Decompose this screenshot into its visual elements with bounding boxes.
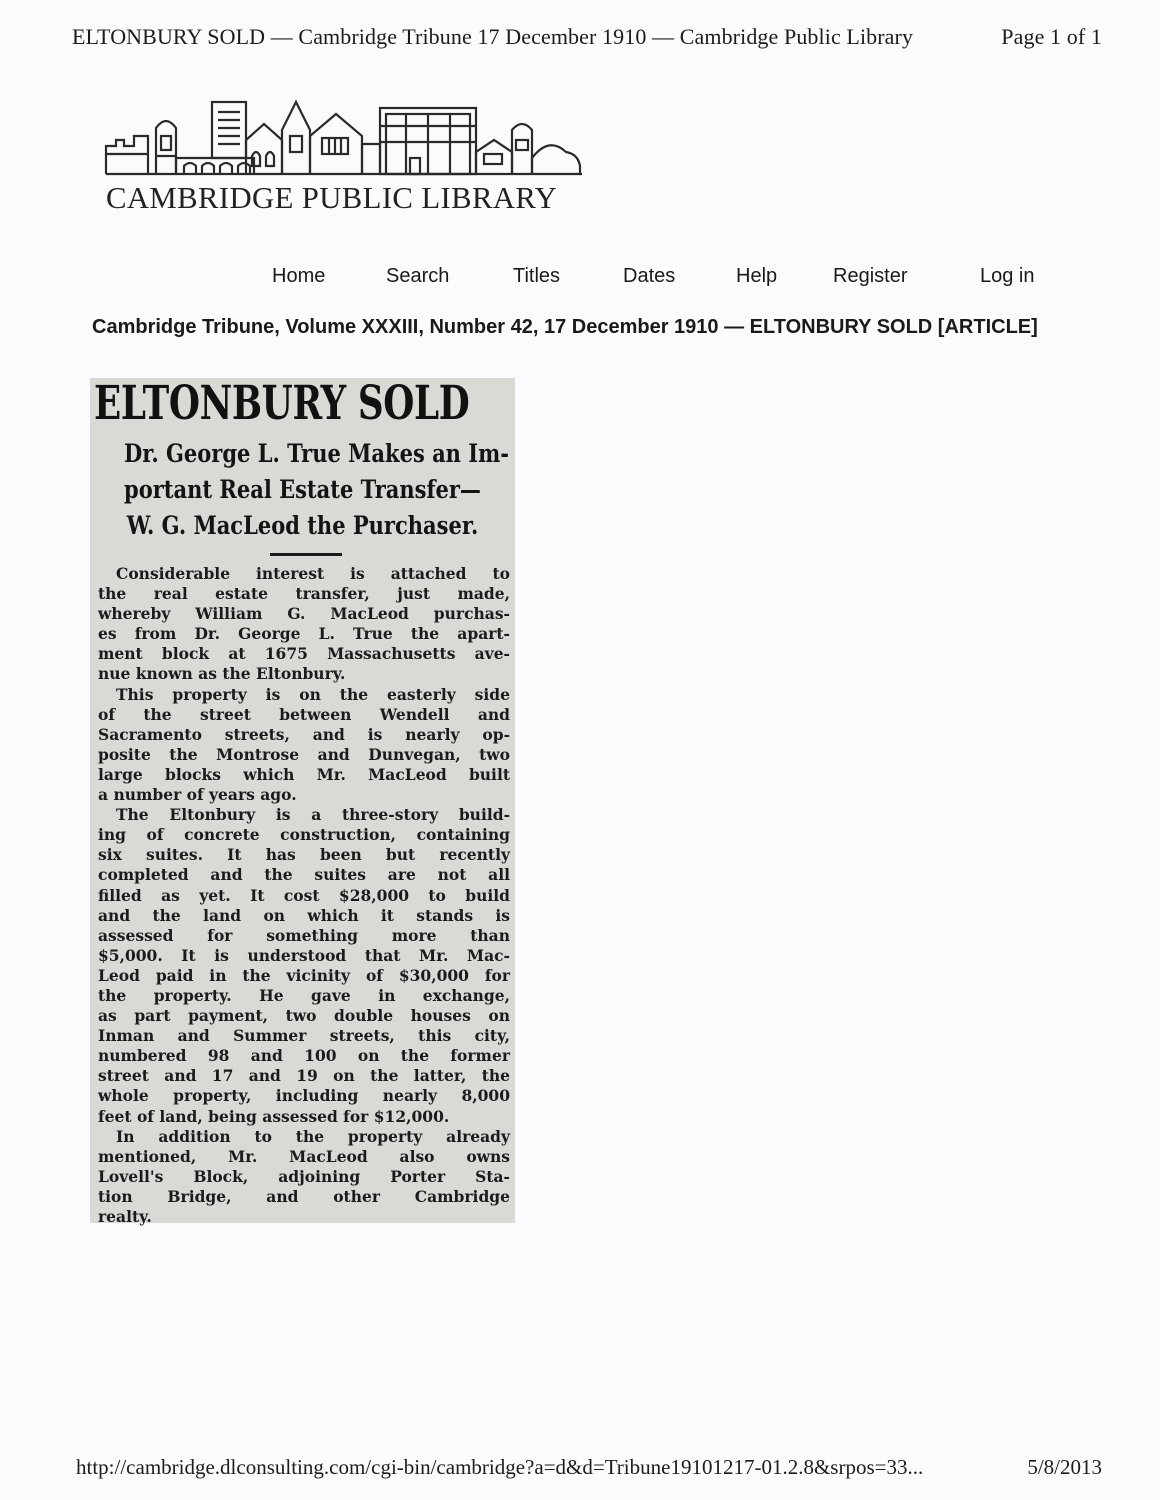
body-line: ment block at 1675 Massachusetts ave- (98, 644, 510, 664)
body-line: six suites. It has been but recently (98, 845, 510, 865)
body-line: assessed for something more than (98, 925, 510, 945)
body-line: numbered 98 and 100 on the former (98, 1046, 510, 1066)
nav-help[interactable]: Help (736, 265, 778, 287)
library-skyline-icon (104, 96, 584, 181)
body-line: completed and the suites are not all (98, 865, 510, 885)
clipping-subheadline (90, 436, 515, 544)
body-line: as part payment, two double houses on (98, 1006, 510, 1026)
body-line: filled as yet. It cost $28,000 to build (98, 885, 510, 905)
print-header (72, 24, 1102, 54)
library-logo[interactable] (104, 96, 584, 221)
body-line: posite the Montrose and Dunvegan, two (98, 744, 510, 764)
nav-dates[interactable]: Dates (623, 265, 676, 287)
body-line: This property is on the easterly side (116, 684, 510, 704)
body-line: Sacramento streets, and is nearly op- (98, 724, 510, 744)
body-line: feet of land, being assessed for $12,000. (98, 1106, 450, 1126)
clipping-headline: ELTONBURY SOLD (94, 376, 470, 431)
body-line: Considerable interest is attached to (116, 564, 510, 583)
body-line: The Eltonbury is a three-story build- (116, 805, 510, 825)
nav-log-in[interactable]: Log in (980, 265, 1035, 287)
body-line: whereby William G. MacLeod purchas- (98, 604, 510, 624)
body-line: realty. (98, 1207, 152, 1226)
body-line: Inman and Summer streets, this city, (98, 1026, 510, 1046)
body-line: Leod paid in the vicinity of $30,000 for (98, 965, 510, 985)
body-line: mentioned, Mr. MacLeod also owns (98, 1146, 510, 1166)
body-line: of the street between Wendell and (98, 704, 510, 724)
clipping-rule (270, 553, 342, 556)
subheadline-line: W. G. MacLeod the Purchaser. (126, 511, 479, 540)
subheadline-line: portant Real Estate Transfer— (124, 475, 481, 504)
body-line: a number of years ago. (98, 785, 297, 805)
main-nav (272, 265, 1052, 293)
page-number: Page 1 of 1 (1001, 24, 1102, 49)
body-line: the property. He gave in exchange, (98, 985, 510, 1005)
nav-search[interactable]: Search (386, 265, 450, 287)
clipping-body (98, 564, 510, 1227)
body-line: the real estate transfer, just made, (98, 584, 510, 604)
print-title: ELTONBURY SOLD — Cambridge Tribune 17 December 1910 — Cambridge Public Library (72, 24, 914, 49)
body-line: Lovell's Block, adjoining Porter Sta- (98, 1166, 510, 1186)
page-url: http://cambridge.dlconsulting.com/cgi-bin/cambridge?a=d&d=Tribune19101217-01.2.8&srpos=33... (76, 1455, 924, 1479)
body-line: es from Dr. George L. True the apart- (98, 624, 510, 644)
newspaper-clipping (90, 376, 515, 1226)
logo-text: CAMBRIDGE PUBLIC LIBRARY (106, 180, 558, 215)
nav-titles[interactable]: Titles (513, 265, 561, 287)
body-line: nue known as the Eltonbury. (98, 664, 346, 684)
body-line: In addition to the property already (116, 1126, 510, 1146)
print-date: 5/8/2013 (1027, 1455, 1102, 1479)
subheadline-line: Dr. George L. True Makes an Im- (124, 439, 510, 468)
print-footer (76, 1455, 1102, 1483)
article-heading: Cambridge Tribune, Volume XXXIII, Number 42, 17 December 1910 — ELTONBURY SOLD [ARTICLE] (92, 316, 1038, 338)
body-line: tion Bridge, and other Cambridge (98, 1186, 510, 1206)
nav-register[interactable]: Register (833, 265, 908, 287)
body-line: large blocks which Mr. MacLeod built (98, 764, 510, 784)
body-line: ing of concrete construction, containing (98, 825, 510, 845)
body-line: whole property, including nearly 8,000 (98, 1086, 510, 1106)
body-line: and the land on which it stands is (98, 905, 510, 925)
nav-home[interactable]: Home (272, 265, 326, 287)
body-line: $5,000. It is understood that Mr. Mac- (98, 945, 510, 965)
body-line: street and 17 and 19 on the latter, the (98, 1066, 510, 1086)
